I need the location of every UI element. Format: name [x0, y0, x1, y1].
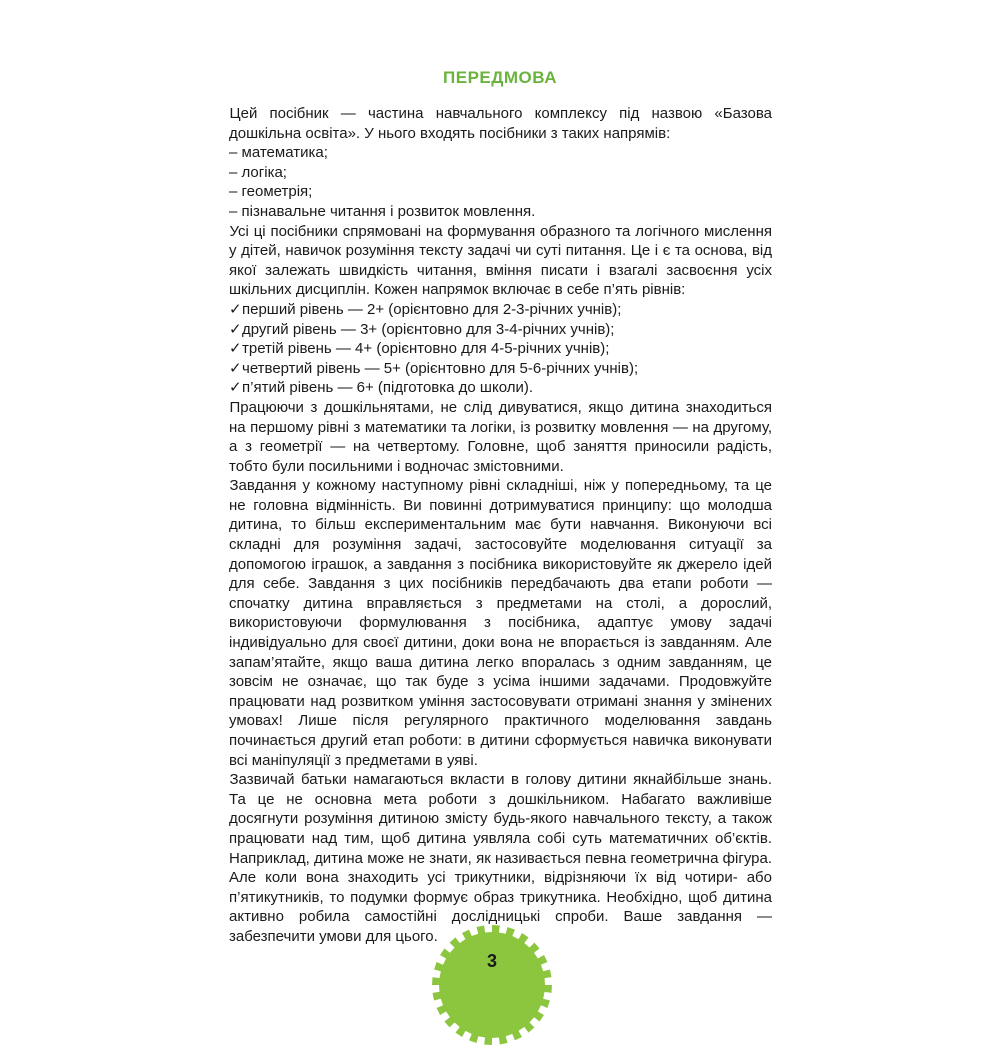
- checkmark-icon: ✓: [229, 320, 242, 338]
- list-item: [229, 339, 772, 359]
- levels-list: [229, 300, 772, 398]
- checkmark-icon: ✓: [229, 300, 242, 318]
- level-text: четвертий рівень — 5+ (орієнтовно для 5-6-річних учнів);: [242, 359, 639, 377]
- checkmark-icon: ✓: [229, 379, 242, 397]
- body-paragraph: Завдання у кожному наступному рівні складніші, ніж у попередньому, та це не головна відмінність. Ви повинні дотримуватися принципу: що молодша дитина, то більш експериментальним має бути навчання. Виконуючи всі складні для розуміння задачі, застосовуйте моделювання ситуації за допомогою іграшок, а завдання з посібника використовуйте як джерело ідей для себе. Завдання з цих посібників передбачають два етапи роботи — спочатку дитина вправляється з предметами на столі, а дорослий, використовуючи формулювання з посібника, адаптує умову задачі індивідуально для своєї дитини, доки вона не впорається із завданням. Але запам’ятайте, якщо ваша дитина легко впоралась з одним завданням, це зовсім не означає, що так буде з усіма іншими задачами. Продовжуйте працювати над розвитком уміння застосовувати отримані знання у змінених умовах! Лише після регулярного практичного моделювання завдань починається другий етап роботи: в дитини сформується навичка виконувати всі маніпуляції з предметами в уяві.: [229, 477, 772, 769]
- level-text: перший рівень — 2+ (орієнтовно для 2-3-річних учнів);: [242, 300, 622, 318]
- checkmark-icon: ✓: [229, 359, 242, 377]
- level-text: другий рівень — 3+ (орієнтовно для 3-4-річних учнів);: [242, 320, 615, 338]
- page-title: ПЕРЕДМОВА: [443, 68, 557, 87]
- page-number-gear: [432, 925, 552, 1045]
- preface-body: [229, 104, 772, 947]
- body-paragraph: Зазвичай батьки намагаються вкласти в голову дитини якнайбільше знань. Та це не основна мета роботи з дошкільником. Набагато важливіше досягнути розуміння дитиною змісту будь-якого навчального тексту, а також працювати над тим, щоб дитина уявляла собі суть математичних об’єктів. Наприклад, дитина може не знати, як називається певна геометрична фігура. Але коли вона знаходить усі трикутники, відрізняючи їх від чотири- або п’ятикутників, то подумки формує образ трикутника. Необхідно, щоб дитина активно робила самостійні дослідницькі спроби. Ваше завдання — забезпечити умови для цього.: [229, 771, 772, 945]
- list-item: [229, 320, 772, 340]
- body-paragraph: Працюючи з дошкільнятами, не слід дивуватися, якщо дитина знаходиться на першому рівні з математики та логіки, із розвитку мовлення — на другому, а з геометрії — на четвертому. Головне, щоб заняття приносили радість, тобто були посильними і водночас змістовними.: [229, 398, 772, 475]
- gear-shape: [432, 925, 552, 1045]
- list-item: – геометрія;: [229, 183, 313, 201]
- body-paragraph: Усі ці посібники спрямовані на формування образного та логічного мислення у дітей, навичок розуміння тексту задачі чи суті питання. Це і є та основа, від якої залежать швидкість читання, вміння писати і взагалі засвоєння усіх шкільних дисциплін. Кожен напрямок включає в себе п’ять рівнів:: [229, 222, 772, 299]
- list-item: – пізнавальне читання і розвиток мовлення.: [229, 202, 536, 220]
- intro-paragraph: Цей посібник — частина навчального комплексу під назвою «Базова дошкільна освіта». У нього входять посібники з таких напрямів:: [229, 105, 772, 142]
- list-item: – логіка;: [229, 163, 287, 181]
- list-item: [229, 359, 772, 379]
- level-text: п’ятий рівень — 6+ (підготовка до школи).: [242, 379, 533, 397]
- checkmark-icon: ✓: [229, 340, 242, 358]
- level-text: третій рівень — 4+ (орієнтовно для 4-5-річних учнів);: [242, 340, 610, 358]
- directions-list: [229, 143, 772, 221]
- list-item: [229, 300, 772, 320]
- list-item: [229, 378, 772, 398]
- gear-icon: [432, 925, 552, 1045]
- page-number: 3: [486, 951, 497, 971]
- list-item: – математика;: [229, 144, 328, 162]
